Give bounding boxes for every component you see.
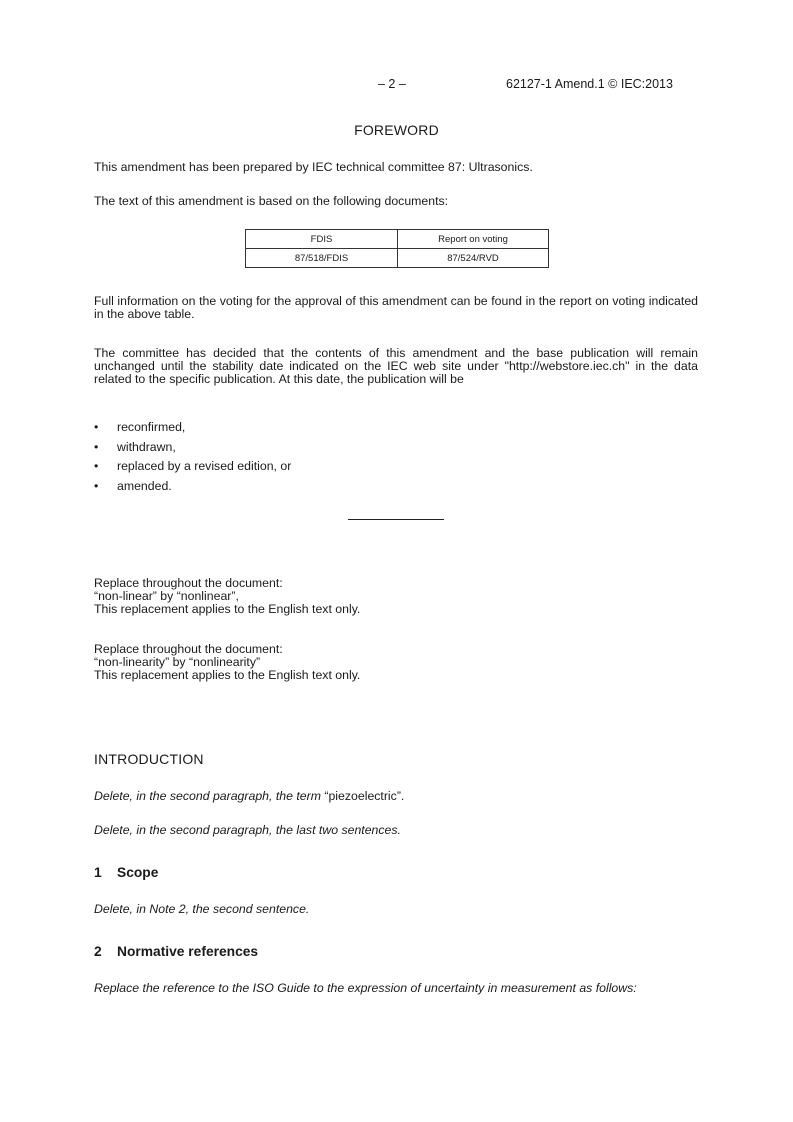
replacement-block-1 <box>94 577 698 616</box>
replacement-line: “non-linearity” by “nonlinearity” <box>94 655 261 669</box>
list-item: • withdrawn, <box>94 439 176 454</box>
clause-heading-scope: 1 Scope <box>94 865 159 880</box>
replacement-block-2 <box>94 643 698 682</box>
list-item: • reconfirmed, <box>94 420 186 434</box>
replacement-line: “non-linear” by “nonlinear”, <box>94 589 239 603</box>
table-cell: 87/524/RVD <box>398 249 549 268</box>
introduction-heading: INTRODUCTION <box>94 751 204 767</box>
foreword-heading: FOREWORD <box>354 122 439 138</box>
introduction-instruction-2: Delete, in the second paragraph, the last two sentences. <box>94 823 401 837</box>
table-row <box>246 249 549 268</box>
bullet-icon: • <box>94 439 99 454</box>
section-divider <box>348 519 444 520</box>
foreword-paragraph-3: Full information on the voting for the approval of this amendment can be found in the report on voting indicated in the above table. <box>94 294 698 321</box>
table-header-row <box>246 230 549 249</box>
scope-instruction: Delete, in Note 2, the second sentence. <box>94 902 310 916</box>
voting-documents-table <box>245 229 549 268</box>
bullet-icon: • <box>94 459 99 473</box>
introduction-instruction-1: Delete, in the second paragraph, the term “piezoelectric”. <box>94 789 405 803</box>
clause-heading-normative-references: 2 Normative references <box>94 944 259 959</box>
bullet-icon: • <box>94 420 99 434</box>
page-number: – 2 – <box>378 77 406 91</box>
normative-references-instruction: Replace the reference to the ISO Guide to the expression of uncertainty in measurement as follows: <box>94 981 637 995</box>
document-reference: 62127-1 Amend.1 © IEC:2013 <box>506 77 673 91</box>
foreword-paragraph-1: This amendment has been prepared by IEC technical committee 87: Ultrasonics. <box>94 160 533 174</box>
foreword-paragraph-4: The committee has decided that the contents of this amendment and the base publication will remain unchanged until the stability date indicated on the IEC web site under "http://webstore.iec.ch" in the data related to the specific publication. At this date, the publication will be <box>94 346 698 386</box>
list-item: • replaced by a revised edition, or <box>94 459 292 473</box>
replacement-line: Replace throughout the document: <box>94 576 283 590</box>
table-header-cell: FDIS <box>246 230 398 249</box>
foreword-paragraph-2: The text of this amendment is based on the following documents: <box>94 194 449 208</box>
replacement-line: This replacement applies to the English text only. <box>94 602 361 616</box>
replacement-line: This replacement applies to the English text only. <box>94 668 361 682</box>
replacement-line: Replace throughout the document: <box>94 642 283 656</box>
bullet-icon: • <box>94 478 99 493</box>
publication-outcome-list <box>94 420 291 498</box>
list-item: • amended. <box>94 478 172 493</box>
table-header-cell: Report on voting <box>398 230 549 249</box>
table-cell: 87/518/FDIS <box>246 249 398 268</box>
